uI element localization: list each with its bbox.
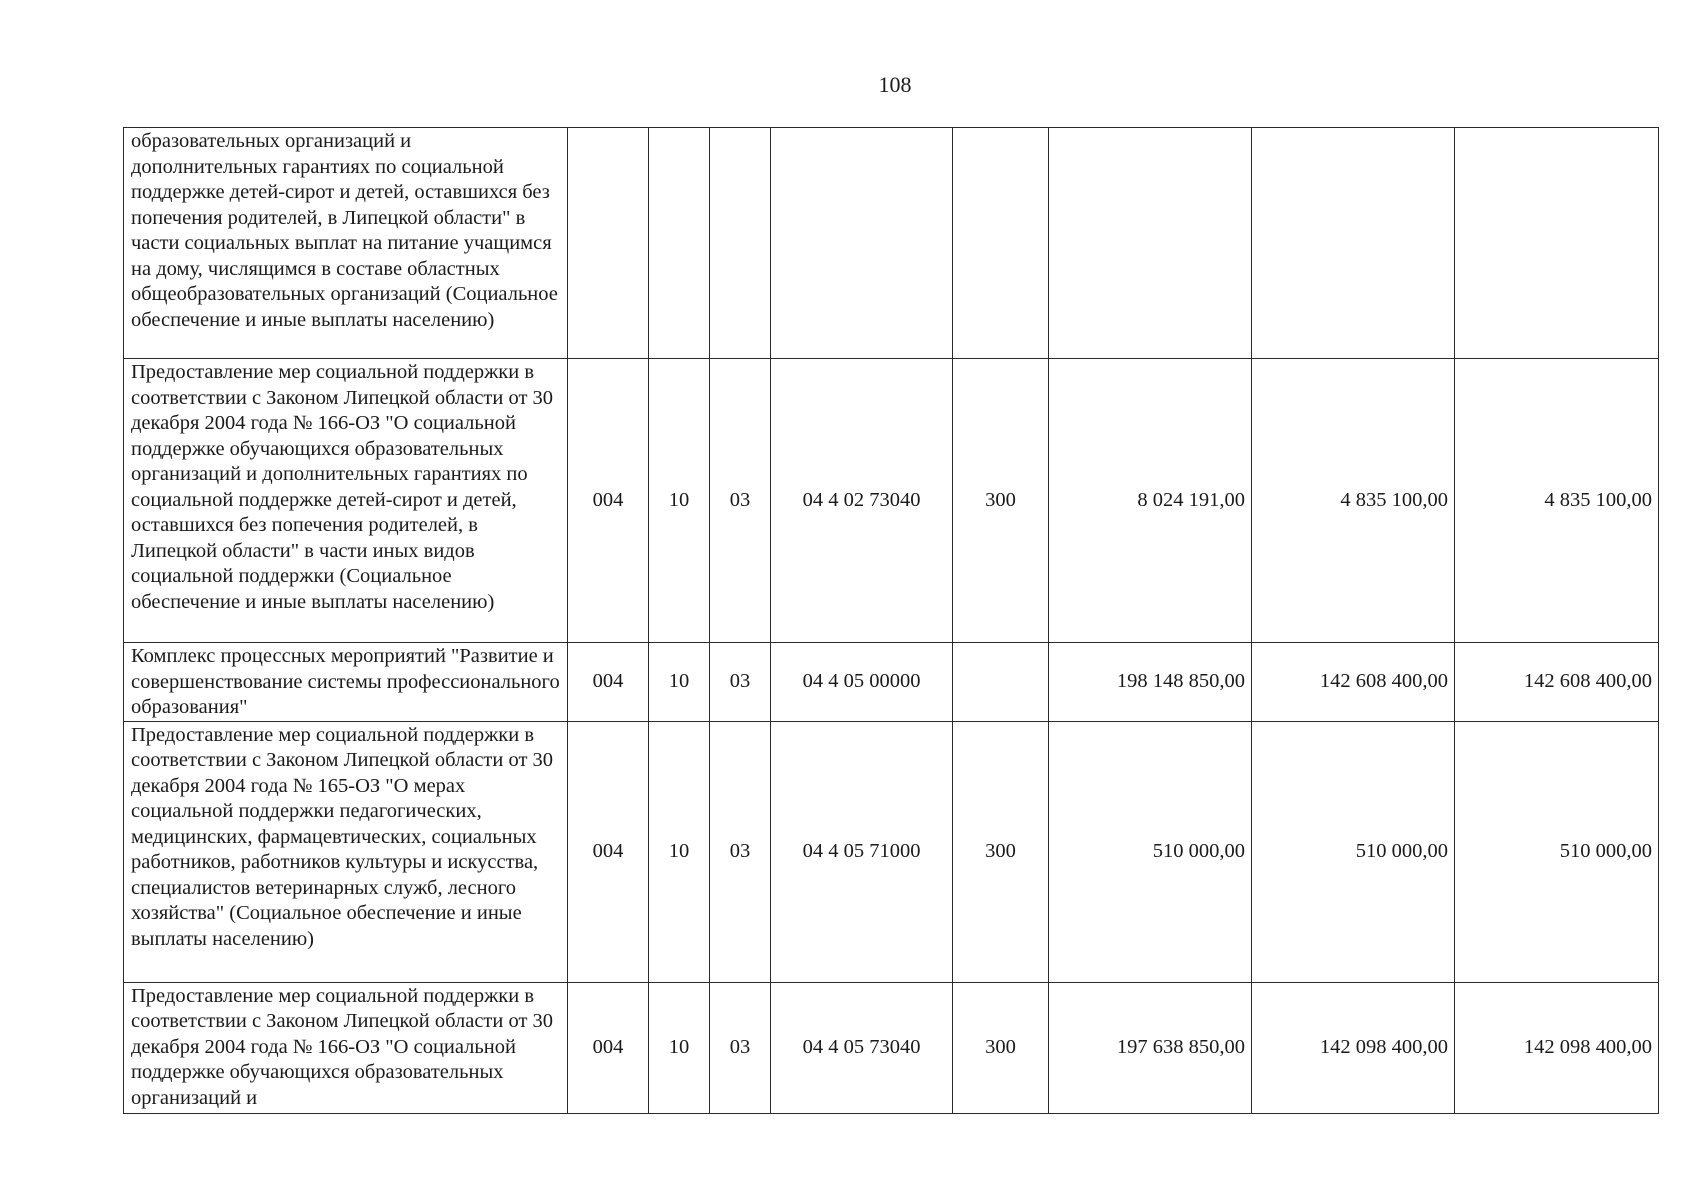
row-description: Предоставление мер социальной поддержки в соответствии с Законом Липецкой области от 30 декабря 2004 года № 165-ОЗ "О мерах социальной поддержки педагогических, медицинских, фармацевтических, социальных работников, работников культуры и искусства, специалистов ветеринарных служб, лесного хозяйства" (Социальное обеспечение и иные выплаты населению) (124, 721, 568, 982)
page-number: 108 (878, 72, 912, 97)
amount-year-3: 4 835 100,00 (1455, 359, 1659, 643)
section-code: 10 (649, 982, 710, 1113)
table-row (124, 359, 1659, 643)
ministry-code: 004 (568, 643, 649, 722)
subsection-code: 03 (710, 982, 771, 1113)
table-row (124, 643, 1659, 722)
target-article-code: 04 4 05 00000 (771, 643, 953, 722)
ministry-code: 004 (568, 982, 649, 1113)
budget-table (123, 127, 1659, 1114)
expense-type-code: 300 (953, 721, 1049, 982)
expense-type-code: 300 (953, 359, 1049, 643)
table-row (124, 982, 1659, 1113)
section-code (649, 128, 710, 359)
section-code: 10 (649, 721, 710, 982)
amount-year-2: 142 098 400,00 (1252, 982, 1455, 1113)
ministry-code (568, 128, 649, 359)
section-code: 10 (649, 359, 710, 643)
expense-type-code: 300 (953, 982, 1049, 1113)
subsection-code: 03 (710, 359, 771, 643)
amount-year-2 (1252, 128, 1455, 359)
subsection-code (710, 128, 771, 359)
amount-year-3 (1455, 128, 1659, 359)
expense-type-code (953, 128, 1049, 359)
row-description: Предоставление мер социальной поддержки в соответствии с Законом Липецкой области от 30 декабря 2004 года № 166-ОЗ "О социальной поддержке обучающихся образовательных организаций и дополнительных гарантиях по социальной поддержке детей-сирот и детей, оставшихся без попечения родителей, в Липецкой области" в части иных видов социальной поддержки (Социальное обеспечение и иные выплаты населению) (124, 359, 568, 643)
amount-year-1: 198 148 850,00 (1049, 643, 1252, 722)
amount-year-1 (1049, 128, 1252, 359)
amount-year-2: 142 608 400,00 (1252, 643, 1455, 722)
amount-year-1: 510 000,00 (1049, 721, 1252, 982)
subsection-code: 03 (710, 643, 771, 722)
target-article-code (771, 128, 953, 359)
ministry-code: 004 (568, 359, 649, 643)
amount-year-3: 142 608 400,00 (1455, 643, 1659, 722)
expense-type-code (953, 643, 1049, 722)
target-article-code: 04 4 05 71000 (771, 721, 953, 982)
amount-year-3: 510 000,00 (1455, 721, 1659, 982)
section-code: 10 (649, 643, 710, 722)
ministry-code: 004 (568, 721, 649, 982)
target-article-code: 04 4 02 73040 (771, 359, 953, 643)
target-article-code: 04 4 05 73040 (771, 982, 953, 1113)
amount-year-3: 142 098 400,00 (1455, 982, 1659, 1113)
amount-year-1: 8 024 191,00 (1049, 359, 1252, 643)
subsection-code: 03 (710, 721, 771, 982)
table-row (124, 128, 1659, 359)
row-description: Предоставление мер социальной поддержки в соответствии с Законом Липецкой области от 30 декабря 2004 года № 166-ОЗ "О социальной поддержке обучающихся образовательных организаций и (124, 982, 568, 1113)
row-description: образовательных организаций и дополнительных гарантиях по социальной поддержке детей-сирот и детей, оставшихся без попечения родителей, в Липецкой области" в части социальных выплат на питание учащимся на дому, числящимся в составе областных общеобразовательных организаций (Социальное обеспечение и иные выплаты населению) (124, 128, 568, 359)
amount-year-2: 4 835 100,00 (1252, 359, 1455, 643)
amount-year-1: 197 638 850,00 (1049, 982, 1252, 1113)
table-row (124, 721, 1659, 982)
amount-year-2: 510 000,00 (1252, 721, 1455, 982)
row-description: Комплекс процессных мероприятий "Развитие и совершенствование системы профессионального образования" (124, 643, 568, 722)
